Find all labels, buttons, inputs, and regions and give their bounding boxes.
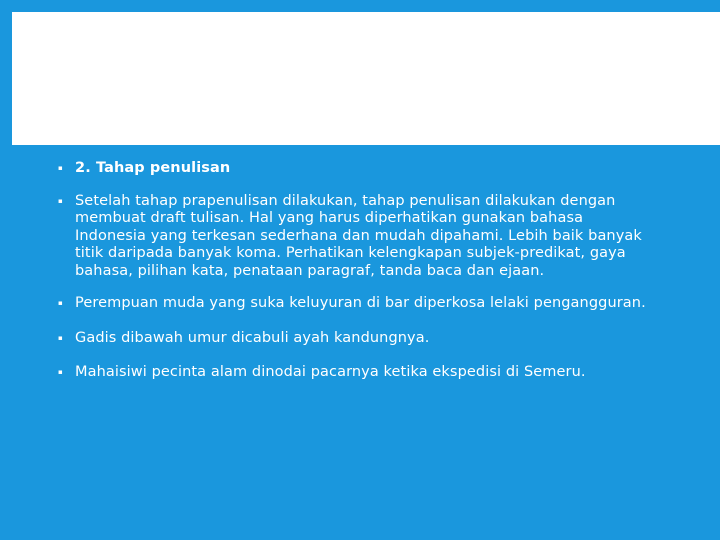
bullet-item-writing-guidance [58, 193, 658, 281]
bullet-item-example-2 [58, 330, 658, 348]
bullet-text: Gadis dibawah umur dicabuli ayah kandungnya. [75, 329, 430, 346]
bullet-text: Setelah tahap prapenulisan dilakukan, tahap penulisan dilakukan dengan membuat draft tulisan. Hal yang harus diperhatikan gunakan bahasa Indonesia yang terkesan sederhana dan mudah dipahami. Lebih baik banyak titik daripada banyak koma. Perhatikan kelengkapan subjek-predikat, gaya bahasa, pilihan kata, penataan paragraf, tanda baca dan ejaan. [75, 192, 642, 279]
bullet-item-section-heading [58, 160, 658, 178]
bullet-marker-icon: ▪ [58, 196, 63, 205]
title-area [12, 12, 720, 145]
bullet-marker-icon: ▪ [58, 299, 63, 307]
bullet-marker-icon: ▪ [58, 333, 63, 342]
bullet-text: 2. Tahap penulisan [75, 160, 231, 176]
bullet-marker-icon: ▪ [58, 368, 63, 376]
bullet-item-example-1 [58, 295, 658, 313]
bullet-marker-icon: ▪ [58, 164, 63, 172]
bullet-text: Mahaisiwi pecinta alam dinodai pacarnya ketika ekspedisi di Semeru. [75, 364, 586, 380]
bullet-item-example-3 [58, 364, 658, 382]
slide-content [58, 160, 658, 382]
bullet-text: Perempuan muda yang suka keluyuran di bar diperkosa lelaki pengangguran. [75, 295, 646, 311]
